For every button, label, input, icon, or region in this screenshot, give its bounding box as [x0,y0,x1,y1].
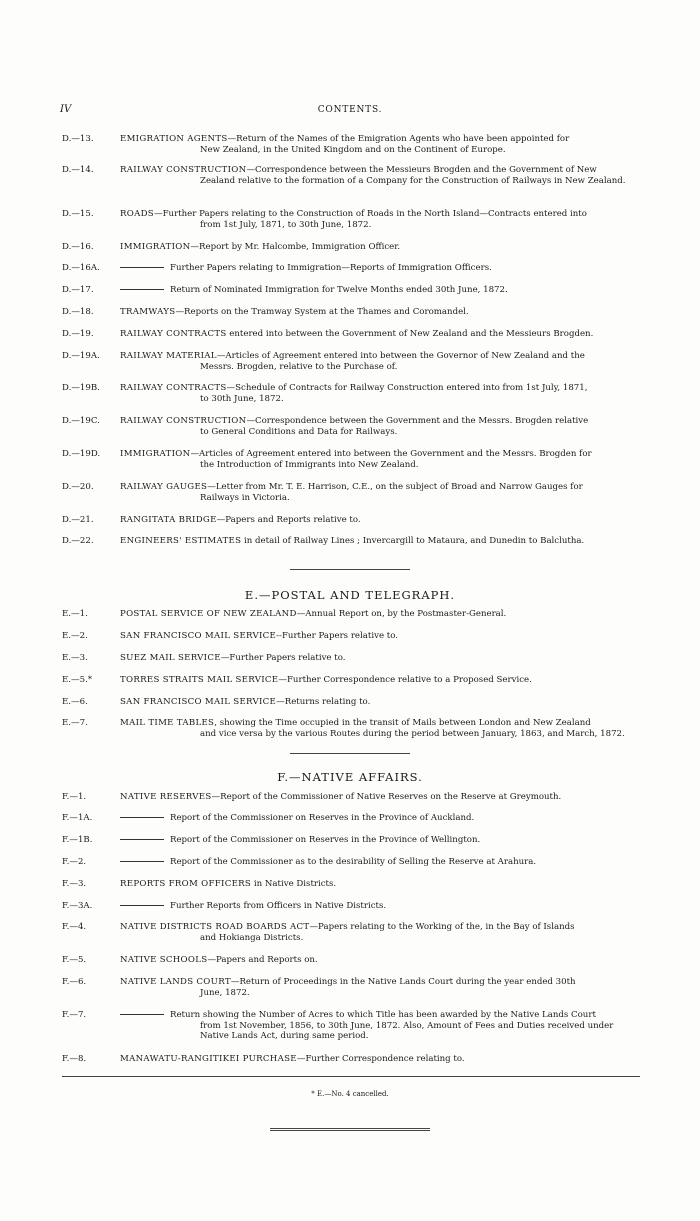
entry-text: —Report of the Commissioner of Native Reserves on the Reserve at Greymouth. [211,792,562,802]
entry-code: F.—2. [62,857,87,867]
entry-description [120,449,640,470]
entry-text: Report of the Commissioner as to the desirability of Selling the Reserve at Arahura. [170,857,537,867]
ditto-dash [120,1014,164,1015]
entry-continuation: to General Conditions and Data for Railways. [200,426,398,437]
entry-text: —Articles of Agreement entered into between the Governor of New Zealand and the [216,351,585,361]
entry-description [120,209,640,230]
entry-text: —Further Correspondence relative to a Proposed Service. [278,675,532,685]
entry-title: TORRES STRAITS MAIL SERVICE [120,675,279,685]
page-number: IV [60,104,72,115]
entry-text: Return showing the Number of Acres to which Title has been awarded by the Native Lands Court [170,1010,596,1020]
entry-continuation: from 1st July, 1871, to 30th June, 1872. [200,219,372,230]
entry-text: —Letter from Mr. T. E. Harrison, C.E., on the subject of Broad and Narrow Gauges for [207,482,583,492]
footnote: * E.—No. 4 cancelled. [311,1090,389,1098]
ditto-dash [120,267,164,268]
entry-description [120,482,640,503]
entry-title: SAN FRANCISCO MAIL SERVICE [120,697,277,707]
section-divider [290,753,410,754]
entry-description [120,901,640,912]
ditto-dash [120,817,164,818]
entry-description [120,307,640,318]
entry-code: D.—13. [62,134,94,144]
entry-text: —Further Papers relative to. [220,653,346,663]
entry-description [120,1054,640,1065]
entry-title: TRAMWAYS [120,307,176,317]
entry-description [120,609,640,620]
entry-continuation: Railways in Victoria. [200,492,290,503]
entry-description [120,165,640,186]
entry-text: —Returns relating to. [276,697,371,707]
entry-code: D.—16A. [62,263,100,273]
entry-text: —Correspondence between the Government and the Messrs. Brogden relative [246,416,589,426]
entry-description [120,857,640,868]
entry-continuation: and vice versa by the various Routes during the period between January, 1863, and March, 1872. [200,728,625,739]
entry-title: NATIVE DISTRICTS ROAD BOARDS ACT [120,922,310,932]
entry-code: E.—7. [62,718,88,728]
entry-description [120,653,640,664]
entry-code: F.—1. [62,792,87,802]
entry-text: entered into between the Government of New Zealand and the Messieurs Brogden. [226,329,594,339]
entry-continuation: June, 1872. [200,987,250,998]
entry-title: IMMIGRATION [120,449,191,459]
entry-text: Report of the Commissioner on Reserves in the Province of Auckland. [170,813,475,823]
entry-description [120,813,640,824]
entry-code: D.—19D. [62,449,101,459]
entry-description [120,329,640,340]
entry-description [120,536,640,547]
ditto-dash [120,905,164,906]
entry-text: —Papers and Reports relative to. [216,515,361,525]
entry-continuation: from 1st November, 1856, to 30th June, 1872. Also, Amount of Fees and Duties received under Native Lands Act, during same period. [200,1020,614,1041]
entry-description [120,879,640,890]
entry-description [120,675,640,686]
entry-description [120,515,640,526]
entry-description [120,242,640,253]
entry-description [120,134,640,155]
entry-description [120,955,640,966]
entry-text: Report of the Commissioner on Reserves in the Province of Wellington. [170,835,481,845]
entry-code: F.—1B. [62,835,93,845]
entry-text: --Further Papers relative to. [276,631,398,641]
entry-title: RAILWAY CONSTRUCTION [120,416,247,426]
entry-code: D.—15. [62,209,94,219]
entry-code: F.—8. [62,1054,87,1064]
entry-title: REPORTS FROM OFFICERS [120,879,252,889]
entry-continuation: and Hokianga Districts. [200,932,304,943]
entry-title: ROADS [120,209,154,219]
entry-text: —Schedule of Contracts for Railway Construction entered into from 1st July, 1871, [226,383,588,393]
entry-description [120,631,640,642]
entry-code: D.—17. [62,285,94,295]
entry-code: F.—1A. [62,813,93,823]
entry-text: in detail of Railway Lines ; Invercargill to Mataura, and Dunedin to Balclutha. [241,536,585,546]
entry-code: E.—1. [62,609,88,619]
footnote-rule [62,1076,640,1077]
entry-text: —Report by Mr. Halcombe, Immigration Officer. [190,242,401,252]
entry-code: F.—5. [62,955,87,965]
entry-title: RANGITATA BRIDGE [120,515,217,525]
entry-text: Return of Nominated Immigration for Twelve Months ended 30th June, 1872. [170,285,508,295]
ditto-dash [120,839,164,840]
entry-code: D.—22. [62,536,94,546]
entry-text: —Papers relating to the Working of the, in the Bay of Islands [309,922,575,932]
entry-description [120,383,640,404]
ditto-dash [120,289,164,290]
entry-code: F.—4. [62,922,87,932]
section-f-heading: F.—NATIVE AFFAIRS. [277,770,423,784]
entry-description [120,792,640,803]
entry-title: RAILWAY CONTRACTS [120,383,227,393]
entry-text: —Correspondence between the Messieurs Brogden and the Government of New [246,165,597,175]
entry-code: E.—5.* [62,675,93,685]
entry-code: D.—19. [62,329,94,339]
entry-text: —Reports on the Tramway System at the Thames and Coromandel. [175,307,469,317]
entry-text: —Return of Proceedings in the Native Lands Court during the year ended 30th [230,977,576,987]
entry-code: E.—6. [62,697,88,707]
entry-text: —Papers and Reports on. [207,955,318,965]
entry-text: , showing the Time occupied in the transit of Mails between London and New Zealand [214,718,591,728]
entry-text: —Articles of Agreement entered into between the Government and the Messrs. Brogden for [190,449,592,459]
entry-title: ENGINEERS' ESTIMATES [120,536,242,546]
entry-text: —Further Papers relating to the Construction of Roads in the North Island—Contracts entered into [154,209,587,219]
entry-title: IMMIGRATION [120,242,191,252]
entry-title: NATIVE LANDS COURT [120,977,231,987]
entry-code: D.—19B. [62,383,100,393]
entry-text: Further Papers relating to Immigration—Reports of Immigration Officers. [170,263,492,273]
entry-continuation: the Introduction of Immigrants into New Zealand. [200,459,419,470]
entry-title: RAILWAY CONSTRUCTION [120,165,247,175]
entry-description [120,922,640,943]
entry-code: D.—21. [62,515,94,525]
end-rule [270,1128,430,1131]
section-divider [290,569,410,570]
entry-title: RAILWAY MATERIAL [120,351,217,361]
entry-title: SAN FRANCISCO MAIL SERVICE [120,631,277,641]
entry-continuation: Zealand relative to the formation of a Company for the Construction of Railways in New Zealand. [200,175,626,186]
entry-code: F.—6. [62,977,87,987]
entry-title: MAIL TIME TABLES [120,718,215,728]
entry-title: NATIVE SCHOOLS [120,955,208,965]
entry-description [120,718,640,739]
entry-code: D.—18. [62,307,94,317]
section-e-heading: E.—POSTAL AND TELEGRAPH. [244,588,456,602]
entry-title: RAILWAY GAUGES [120,482,208,492]
entry-description [120,977,640,998]
entry-description [120,416,640,437]
entry-title: EMIGRATION AGENTS [120,134,228,144]
entry-continuation: New Zealand, in the United Kingdom and on the Continent of Europe. [200,144,506,155]
entry-description [120,285,640,296]
ditto-dash [120,861,164,862]
entry-description [120,1010,640,1042]
entry-text: —Return of the Names of the Emigration Agents who have been appointed for [227,134,570,144]
entry-code: D.—19C. [62,416,100,426]
entry-code: D.—20. [62,482,94,492]
entry-title: POSTAL SERVICE OF NEW ZEALAND [120,609,297,619]
entry-title: SUEZ MAIL SERVICE [120,653,221,663]
entry-title: MANAWATU-RANGITIKEI PURCHASE [120,1054,297,1064]
page-title: CONTENTS. [317,105,383,115]
entry-text: Further Reports from Officers in Native Districts. [170,901,387,911]
entry-title: NATIVE RESERVES [120,792,212,802]
entry-continuation: to 30th June, 1872. [200,393,284,404]
entry-code: F.—3. [62,879,87,889]
entry-description [120,263,640,274]
entry-code: E.—2. [62,631,88,641]
entry-title: RAILWAY CONTRACTS [120,329,227,339]
entry-code: E.—3. [62,653,88,663]
entry-code: D.—14. [62,165,94,175]
entry-code: F.—3A. [62,901,93,911]
entry-text: —Further Correspondence relating to. [296,1054,465,1064]
entry-continuation: Messrs. Brogden, relative to the Purchase of. [200,361,398,372]
entry-text: in Native Districts. [251,879,337,889]
entry-description [120,835,640,846]
entry-text: —Annual Report on, by the Postmaster-General. [296,609,507,619]
entry-code: F.—7. [62,1010,87,1020]
entry-description [120,697,640,708]
entry-code: D.—16. [62,242,94,252]
entry-description [120,351,640,372]
page-header [60,104,640,118]
entry-code: D.—19A. [62,351,100,361]
